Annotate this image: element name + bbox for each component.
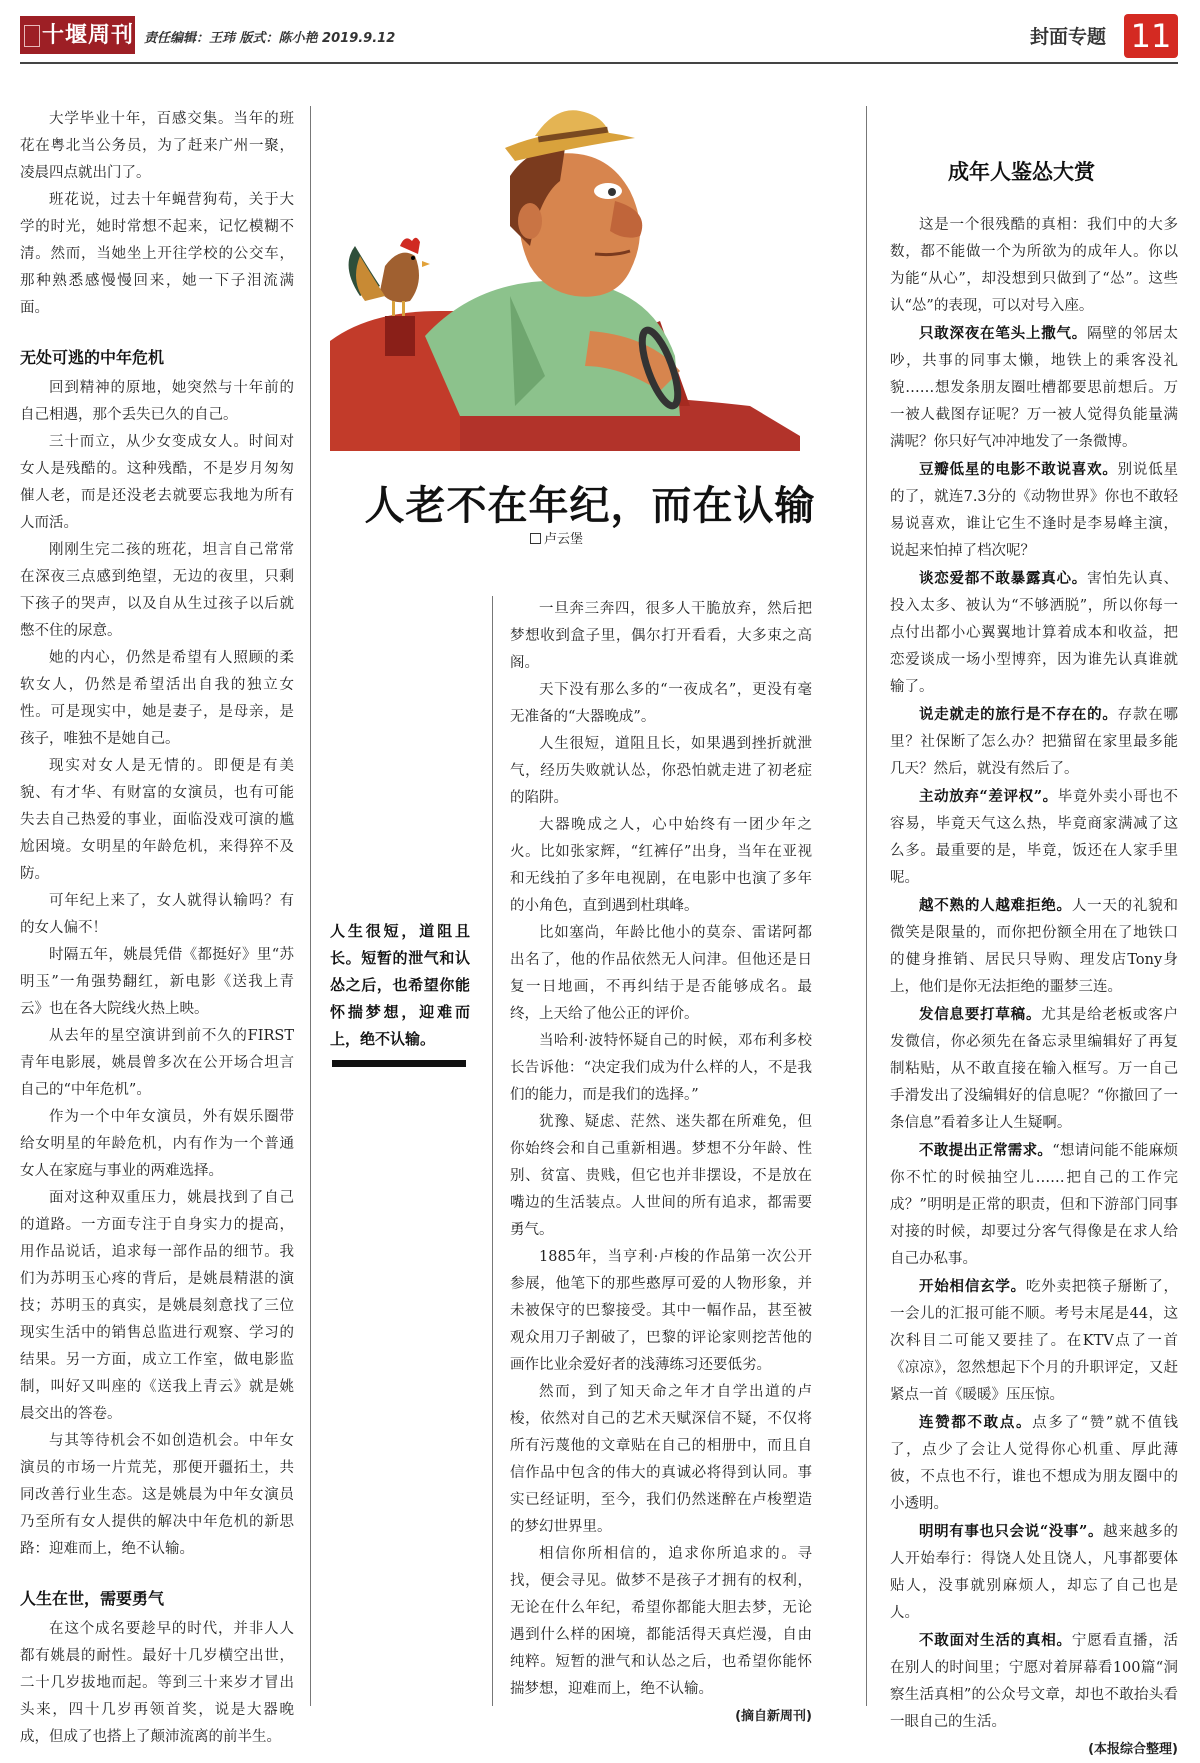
paragraph: 一旦奔三奔四，很多人干脆放弃，然后把梦想收到盒子里，偶尔打开看看，大多束之高阁。 <box>510 601 812 671</box>
author-name: 卢云堡 <box>544 532 584 547</box>
item-lead: 越不熟的人越难拒绝。 <box>919 897 1072 914</box>
paragraph: 然而，到了知天命之年才自学出道的卢梭，依然对自己的艺术天赋深信不疑，不仅将所有污蔑他的文章贴在自己的相册中，而且自信作品中包含的伟大的真诚必将得到认同。事实已经证明，至今，我们仍然迷醉在卢梭塑造的梦幻世界里。 <box>510 1384 812 1535</box>
sidebar-title: 成年人鉴怂大赏 <box>948 160 1095 184</box>
item-text: 吃外卖把筷子掰断了，一会儿的汇报可能不顺。考号末尾是44，这次科目二可能又要挂了。在KTV点了一首《凉凉》，忽然想起下个月的升职评定，又赶紧点一首《暖暖》压压惊。 <box>890 1279 1178 1403</box>
item-lead: 不敢面对生活的真相。 <box>919 1632 1072 1649</box>
source-credit: (本报综合整理) <box>1088 1742 1178 1757</box>
paragraph: 面对这种双重压力，姚晨找到了自己的道路。一方面专注于自身实力的提高，用作品说话，追求每一部作品的细节。我们为苏明玉心疼的背后，是姚晨精湛的演技；苏明玉的真实，是姚晨刻意找了三位现实生活中的销售总监进行观察、学习的结果。另一方面，成立工作室，做电影监制，叫好又叫座的《送我上青云》就是姚晨交出的答卷。 <box>20 1190 294 1422</box>
column-divider <box>310 106 311 1706</box>
logo-text: 十堰周刊 <box>42 22 135 48</box>
sidebar-item <box>890 565 1178 701</box>
sidebar-item <box>890 1137 1178 1273</box>
item-lead: 明明有事也只会说“没事”。 <box>919 1523 1104 1540</box>
item-text: “想请问能不能麻烦你不忙的时候抽空儿……把自己的工作完成？”明明是正常的职责，但和下游部门同事对接的时候，却要过分客气得像是在求人给自己办私事。 <box>890 1143 1179 1267</box>
pull-quote: 人生很短，道阻且长。短暂的泄气和认怂之后，也希望你能怀揣梦想，迎难而上，绝不认输。 <box>330 922 470 1048</box>
section-name: 封面专题 <box>1030 26 1107 48</box>
illustration <box>330 106 818 451</box>
paragraph: 她的内心，仍然是希望有人照顾的柔软女人，仍然是希望活出自我的独立女性。可是现实中，她是妻子，是母亲，是孩子，唯独不是她自己。 <box>20 650 294 747</box>
paragraph: 回到精神的原地，她突然与十年前的自己相遇，那个丢失已久的自己。 <box>20 380 294 423</box>
item-text: 害怕先认真、投入太多、被认为“不够洒脱”，所以你每一点付出都小心翼翼地计算着成本和收益，把恋爱谈成一场小型博弈，因为谁先认真谁就输了。 <box>890 571 1178 695</box>
paragraph: 班花说，过去十年蝇营狗苟，关于大学的时光，她时常想不起来，记忆模糊不清。然而，当她坐上开往学校的公交车，那种熟悉感慢慢回来，她一下子泪流满面。 <box>20 192 294 316</box>
paragraph: 这是一个很残酷的真相：我们中的大多数，都不能做一个为所欲为的成年人。你以为能“从心”，却没想到只做到了“怂”。这些认“怂”的表现，可以对号入座。 <box>890 217 1178 314</box>
sidebar-item <box>890 1001 1178 1137</box>
item-lead: 发信息要打草稿。 <box>919 1006 1042 1023</box>
subheading: 人生在世，需要勇气 <box>20 1589 165 1608</box>
source-credit: (摘自新周刊) <box>735 1709 812 1724</box>
item-lead: 不敢提出正常需求。 <box>919 1142 1053 1159</box>
page-number: 11 <box>1124 14 1178 58</box>
masthead-rule <box>20 62 1178 64</box>
paragraph: 天下没有那么多的“一夜成名”，更没有毫无准备的“大器晚成”。 <box>510 682 812 725</box>
paragraph: 时隔五年，姚晨凭借《都挺好》里“苏明玉”一角强势翻红，新电影《送我上青云》也在各大院线火热上映。 <box>20 947 294 1017</box>
item-text: 宁愿看直播，活在别人的时间里；宁愿对着屏幕看100篇“洞察生活真相”的公众号文章，却也不敢抬头看一眼自己的生活。 <box>890 1633 1178 1730</box>
item-text: 人一天的礼貌和微笑是限量的，而你把份额全用在了地铁口的健身推销、居民只导购、理发店Tony身上，他们是你无法拒绝的噩梦三连。 <box>890 898 1178 995</box>
sidebar-item <box>890 1409 1178 1518</box>
item-lead: 谈恋爱都不敢暴露真心。 <box>919 570 1088 587</box>
article-column-3 <box>510 596 812 1730</box>
paragraph: 相信你所相信的，追求你所追求的。寻找，便会寻见。做梦不是孩子才拥有的权利，无论在什么年纪，希望你都能大胆去梦，无论遇到什么样的困境，都能活得天真烂漫，自由纯粹。短暂的泄气和认怂之后，也希望你能怀揣梦想，迎难而上，绝不认输。 <box>510 1546 812 1697</box>
article-title: 人老不在年纪，而在认输 <box>364 482 816 529</box>
item-text: 点多了“赞”就不值钱了，点少了会让人觉得你心机重、厚此薄彼，不点也不行，谁也不想成为朋友圈中的小透明。 <box>890 1415 1178 1512</box>
paragraph: 在这个成名要趁早的时代，并非人人都有姚晨的耐性。最好十几岁横空出世，二十几岁拔地而起。等到三十来岁才冒出头来，四十几岁再领首奖，说是大器晚成，但成了也搭上了颠沛流离的前半生。 <box>20 1621 294 1745</box>
item-text: 越来越多的人开始奉行：得饶人处且饶人，凡事都要体贴人，没事就别麻烦人，却忘了自己也是人。 <box>890 1524 1179 1621</box>
item-lead: 说走就走的旅行是不存在的。 <box>919 706 1118 723</box>
sidebar-item <box>890 1518 1178 1627</box>
article-column-1 <box>20 106 294 1751</box>
paragraph: 作为一个中年女演员，外有娱乐圈带给女明星的年龄危机，内有作为一个普通女人在家庭与事业的两难选择。 <box>20 1109 294 1179</box>
sidebar-item <box>890 1273 1178 1409</box>
author-byline <box>530 528 583 547</box>
paragraph: 1885年，当亨利·卢梭的作品第一次公开参展，他笔下的那些憨厚可爱的人物形象，并未被保守的巴黎接受。其中一幅作品，甚至被观众用刀子割破了，巴黎的评论家则挖苦他的画作比业余爱好者的浅薄练习还要低劣。 <box>510 1249 812 1373</box>
paragraph: 从去年的星空演讲到前不久的FIRST青年电影展，姚晨曾多次在公开场合坦言自己的“中年危机”。 <box>20 1028 294 1098</box>
ear <box>518 203 542 239</box>
pull-quote-bar <box>332 1060 466 1067</box>
byline-box-icon <box>530 533 541 544</box>
item-text: 隔壁的邻居太吵，共事的同事太懒，地铁上的乘客没礼貌……想发条朋友圈吐槽都要思前想后。万一被人截图存证呢？万一被人觉得负能量满满呢？你只好气冲冲地发了一条微博。 <box>890 326 1178 450</box>
item-lead: 只敢深夜在笔头上撒气。 <box>919 325 1088 342</box>
sidebar-item <box>890 783 1178 892</box>
paragraph: 与其等待机会不如创造机会。中年女演员的市场一片荒芜，那便开疆拓土，共同改善行业生态。这是姚晨为中年女演员乃至所有女人提供的解决中年危机的新思路：迎难而上，绝不认输。 <box>20 1433 294 1557</box>
item-text: 尤其是给老板或客户发微信，你必须先在备忘录里编辑好了再复制粘贴，从不敢直接在输入框写。万一自己手滑发出了没编辑好的信息呢？“你撤回了一条信息”看着多让人生疑啊。 <box>890 1007 1178 1131</box>
item-lead: 主动放弃“差评权”。 <box>919 788 1058 805</box>
sidebar-item <box>890 892 1178 1001</box>
paragraph: 大器晚成之人，心中始终有一团少年之火。比如张家辉，“红裤仔”出身，当年在亚视和无线拍了多年电视剧，在电影中也演了多年的小角色，直到遇到杜琪峰。 <box>510 817 812 914</box>
sidebar-item <box>890 456 1178 565</box>
item-lead: 开始相信玄学。 <box>919 1278 1026 1295</box>
column-divider <box>866 106 867 1706</box>
subheading: 无处可逃的中年危机 <box>20 348 165 367</box>
sidebar-item <box>890 701 1178 783</box>
sidebar-item <box>890 320 1178 456</box>
item-lead: 豆瓣低星的电影不敢说喜欢。 <box>919 461 1118 478</box>
masthead-meta: 责任编辑：王玮 版式：陈小艳 2019.9.12 <box>144 31 396 46</box>
paragraph: 三十而立，从少女变成女人。时间对女人是残酷的。这种残酷，不是岁月匆匆催人老，而是还没老去就要忘我地为所有人而活。 <box>20 434 294 531</box>
item-text: 毕竟外卖小哥也不容易，毕竟天气这么热，毕竟商家满减了这么多。最重要的是，毕竟，饭还在人家手里呢。 <box>890 789 1178 886</box>
paragraph: 比如塞尚，年龄比他小的莫奈、雷诺阿都出名了，他的作品依然无人问津。但他还是日复一日地画，不再纠结于是否能够成名。最终，上天给了他公正的评价。 <box>510 925 812 1022</box>
logo-emblem <box>24 25 40 47</box>
sidebar-column <box>890 212 1178 1763</box>
paragraph: 犹豫、疑虑、茫然、迷失都在所难免，但你始终会和自己重新相遇。梦想不分年龄、性别、贫富、贵贱，但它也并非摆设，不是放在嘴边的生活装点。人世间的所有追求，都需要勇气。 <box>510 1114 812 1238</box>
paragraph: 当哈利·波特怀疑自己的时候，邓布利多校长告诉他：“决定我们成为什么样的人，不是我们的能力，而是我们的选择。” <box>510 1033 812 1103</box>
sidebar-item <box>890 1627 1178 1736</box>
paragraph: 可年纪上来了，女人就得认输吗？有的女人偏不！ <box>20 893 294 936</box>
eye <box>594 183 622 199</box>
item-text: 别说低星的了，就连7.3分的《动物世界》你也不敢轻易说喜欢，谁让它生不逢时是李易峰主演，说起来怕掉了档次呢？ <box>890 462 1178 559</box>
paragraph: 现实对女人是无情的。即便是有美貌、有才华、有财富的女演员，也有可能失去自己热爱的事业，面临没戏可演的尴尬困境。女明星的年龄危机，来得猝不及防。 <box>20 758 294 882</box>
paragraph: 刚刚生完二孩的班花，坦言自己常常在深夜三点感到绝望，无边的夜里，只剩下孩子的哭声，以及自从生过孩子以后就憋不住的尿意。 <box>20 542 294 639</box>
masthead-logo <box>20 16 135 54</box>
item-text: 存款在哪里？社保断了怎么办？把猫留在家里最多能几天？然后，就没有然后了。 <box>890 707 1178 777</box>
seat-post <box>385 316 415 356</box>
paragraph: 大学毕业十年，百感交集。当年的班花在粤北当公务员，为了赶来广州一聚，凌晨四点就出门了。 <box>20 111 294 181</box>
item-lead: 连赞都不敢点。 <box>919 1414 1033 1431</box>
paragraph: 人生很短，道阻且长，如果遇到挫折就泄气，经历失败就认怂，你恐怕就走进了初老症的陷阱。 <box>510 736 812 806</box>
column-divider <box>492 596 493 1706</box>
